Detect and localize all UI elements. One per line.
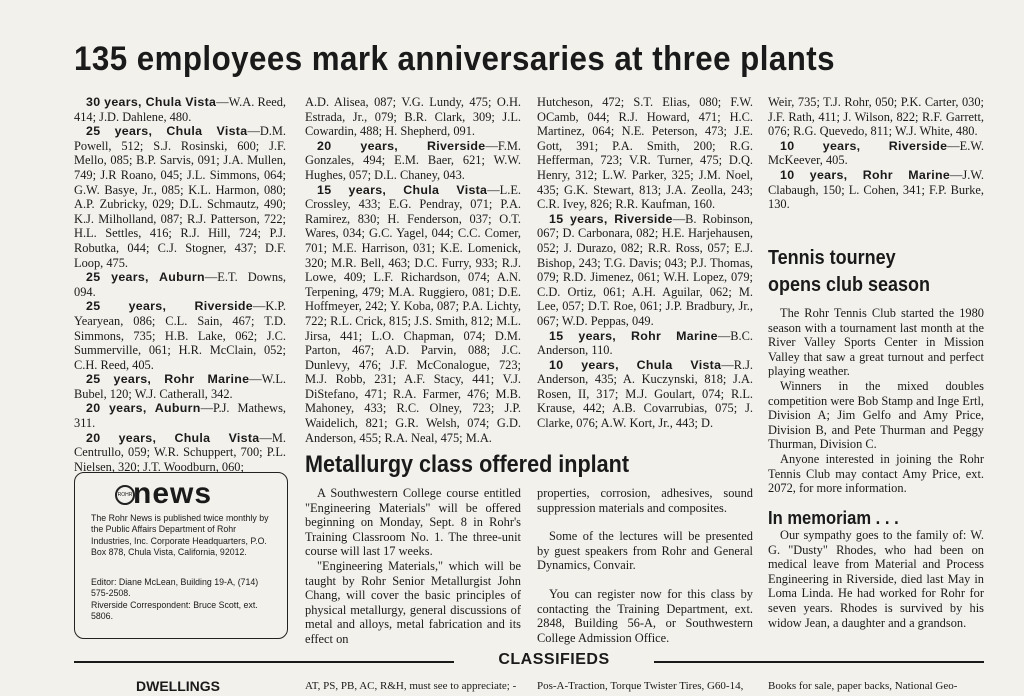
tennis-paragraph: The Rohr Tennis Club started the 1980 season with a tournament last month at the River Valley Sports Center in Mission Valley that saw a great turnout and perfect playing weather. [768,306,984,379]
tennis-headline-line-2: opens club season [768,274,931,296]
anniversary-entry: Weir, 735; T.J. Rohr, 050; P.K. Carter, 030; J.F. Rath, 411; J. Wilson, 822; R.F. Garrett, 076; R.G. Quevedo, 811; W.J. White, 480. [768,95,984,139]
news-logo: news [133,477,213,510]
memoriam-article [768,528,984,630]
tennis-headline [768,245,930,299]
anniversary-entry: 25 years, Riverside—K.P. Yearyean, 086; C.L. Sain, 467; T.D. Simmons, 735; H.B. Lake, 062; J.C. Summerville, 061; H.R. McClain, 052; C.H. Reed, 405. [74,299,286,372]
rohr-news-masthead-box [74,472,288,639]
anniversary-entry: 30 years, Chula Vista—W.A. Reed, 414; J.D. Dahlene, 480. [74,95,286,124]
anniversary-entry: 10 years, Chula Vista—R.J. Anderson, 435; A. Kuczynski, 818; J.A. Rosen, II, 317; M.J. Goulart, 074; R.L. Krause, 442; A.B. Covarrubias, 075; J. Clarke, 076; A.W. Kort, Jr., 443; D. [537,357,753,431]
anniversary-entry: 25 years, Rohr Marine—W.L. Bubel, 120; W.J. Catherall, 342. [74,372,286,401]
dwellings-heading: DWELLINGS [136,678,220,694]
anniversary-entry: 25 years, Auburn—E.T. Downs, 094. [74,270,286,299]
tennis-headline-line-1: Tennis tourney [768,247,896,269]
anniversary-column-2 [305,95,521,445]
classified-snippet-2: Pos-A-Traction, Torque Twister Tires, G60-14, [537,680,744,692]
rohr-logo-mark: ROHR [115,485,135,505]
anniversary-entry: Hutcheson, 472; S.T. Elias, 080; F.W. OCamb, 044; R.J. Howard, 471; H.C. Martinez, 064; N.E. Peterson, 473; J.E. Gott, 391; P.A. Smith, 200; R.G. Hefferman, 723; V.R. Turner, 475; D.Q. Henry, 312; L.W. Parker, 325; J.M. Noel, 435; G.K. Stewart, 813; J.A. Zeolla, 243; C.R. Ivey, 826; R.R. Kaufman, 160. [537,95,753,212]
metallurgy-column-2 [537,486,753,645]
anniversary-entry: 15 years, Rohr Marine—B.C. Anderson, 110. [537,328,753,358]
metallurgy-paragraph: properties, corrosion, adhesives, sound suppression materials and composites. [537,486,753,515]
anniversary-entry: 20 years, Auburn—P.J. Mathews, 311. [74,401,286,431]
headline: 135 employees mark anniversaries at three plants [74,40,836,78]
metallurgy-paragraph: "Engineering Materials," which will be taught by Rohr Senior Metallurgist John Chang, will cover the basic principles of physical metallurgy, general discussions of metal and alloys, metal fabrication and its effect on [305,558,521,646]
tennis-article [768,306,984,496]
memoriam-headline: In memoriam . . . [768,508,899,528]
tennis-paragraph: Anyone interested in joining the Rohr Tennis Club may contact Amy Price, ext. 2072, for more information. [768,451,984,496]
metallurgy-paragraph: A Southwestern College course entitled "Engineering Materials" will be offered beginning on Monday, Sept. 8 in Rohr's Training Classroom No. 1. The three-unit course will last 17 weeks. [305,486,521,559]
classified-snippet-3: Books for sale, paper backs, National Geo- [768,680,958,692]
metallurgy-paragraph: Some of the lectures will be presented by guest speakers from Rohr and General Dynamics, Convair. [537,529,753,573]
editor-info [91,577,277,622]
anniversary-entry: 10 years, Riverside—E.W. McKeever, 405. [768,138,984,168]
classifieds-title: CLASSIFIEDS [498,651,610,668]
anniversary-column-1 [74,95,286,474]
anniversary-column-4 [768,95,984,212]
metallurgy-headline: Metallurgy class offered inplant [305,451,630,478]
tennis-paragraph: Winners in the mixed doubles competition were Bob Stamp and Inge Ertl, Division A; Jim Gelfo and Amy Price, Division B, and Pete Thurman and Peggy Thurman, Division C. [768,378,984,452]
classified-snippet-1: AT, PS, PB, AC, R&H, must see to appreciate; - [305,680,517,692]
editor-line: Editor: Diane McLean, Building 19-A, (714) 575-2508. [91,577,259,599]
classifieds-rule-right [654,661,984,663]
anniversary-entry: 10 years, Rohr Marine—J.W. Clabaugh, 150; L. Cohen, 341; F.P. Burke, 130. [768,167,984,212]
correspondent-line: Riverside Correspondent: Bruce Scott, ext. 5806. [91,599,258,621]
anniversary-entry: 15 years, Riverside—B. Robinson, 067; D. Carbonara, 082; H.E. Harjehausen, 052; J. Durazo, 082; R.R. Ross, 057; E.J. Bishop, 243; T.G. Davis; 043; P.J. Thomas, 079; R.D. Jimenez, 061; W.H. Lopez, 079; C.D. Ortiz, 061; A.H. Aguilar, 062; M. Lee, 057; D.T. Roe, 061; J.P. Bradbury, Jr., 067; W.D. Peppas, 049. [537,211,753,328]
anniversary-entry: 15 years, Chula Vista—L.E. Crossley, 433; E.G. Pendray, 071; P.A. Ramirez, 830; H. Fenderson, 037; O.T. Wares, 034; G.C. Yagel, 044; C.C. Comer, 701; M.E. Harrison, 031; K.E. Lomenick, 320; M.R. Bell, 463; D.C. Furry, 933; R.J. Lowe, 409; L.F. Richardson, 074; A.N. Terpening, 479; M.A. Ruggiero, 081; D.E. Hoffmeyer, 242; Y. Koba, 087; P.A. Lichty, 722; R.L. Crick, 815; J.S. Smith, 812; M.L. Jirsa, 441; L.O. Chapman, 074; D.M. Parton, 467; A.D. Parvin, 088; J.C. Dunlevy, 476; J.F. McConalogue, 723; M.J. Robb, 231; A.F. Stacy, 441; V.J. DiStefano, 471; R.A. Farmer, 476; M.B. Mahoney, 433; R.C. Olney, 723; J.P. Waidelich, 821; G.R. Welsh, 074; G.D. Anderson, 455; R.A. Neal, 475; M.A. [305,182,521,445]
memoriam-paragraph: Our sympathy goes to the family of: W. G. "Dusty" Rhodes, who had been on medical leave from Material and Process Engineering in Riverside, died last May in Loma Linda. He had worked for Rohr for seven years. Rhodes is survived by his widow Jean, a daughter and a grandson. [768,528,984,630]
anniversary-entry: 25 years, Chula Vista—D.M. Powell, 512; S.J. Rosinski, 600; J.F. Mello, 085; B.P. Sarvis, 091; J.A. Mullen, 749; J.R Roano, 045; J.L. Simmons, 064; G.W. Basye, Jr., 085; K.L. Harmon, 080; A.P. Zubricky, 029; D.L. Schmautz, 490; K.J. Milholland, 087; R.J. Patterson, 722; H.L. Settles, 416; R.J. Hill, 724; P.J. Robutka, 044; C.J. Stogner, 437; D.F. Loop, 475. [74,124,286,270]
anniversary-entry: A.D. Alisea, 087; V.G. Lundy, 475; O.H. Estrada, Jr., 079; B.R. Clark, 309; J.L. Cowardin, 488; H. Shepherd, 091. [305,95,521,139]
anniversary-column-3 [537,95,753,431]
classifieds-rule-left [74,661,454,663]
anniversary-entry: 20 years, Riverside—F.M. Gonzales, 494; E.M. Baer, 621; W.W. Hughes, 057; D.L. Chaney, 043. [305,138,521,182]
anniversary-entry: 20 years, Chula Vista—M. Centrullo, 059; W.R. Schuppert, 700; P.L. Nielsen, 320; J.T. Woodburn, 060; [74,430,286,474]
publication-description: The Rohr News is published twice monthly by the Public Affairs Department of Rohr Industries, Inc. Corporate Headquarters, P.O. Box 878, Chula Vista, California, 92012. [91,513,269,557]
metallurgy-paragraph: You can register now for this class by contacting the Training Department, ext. 2848, Building 56-A, or Southwestern College Admission Office. [537,586,753,645]
metallurgy-column-1 [305,486,521,647]
classifieds-banner [74,651,984,671]
